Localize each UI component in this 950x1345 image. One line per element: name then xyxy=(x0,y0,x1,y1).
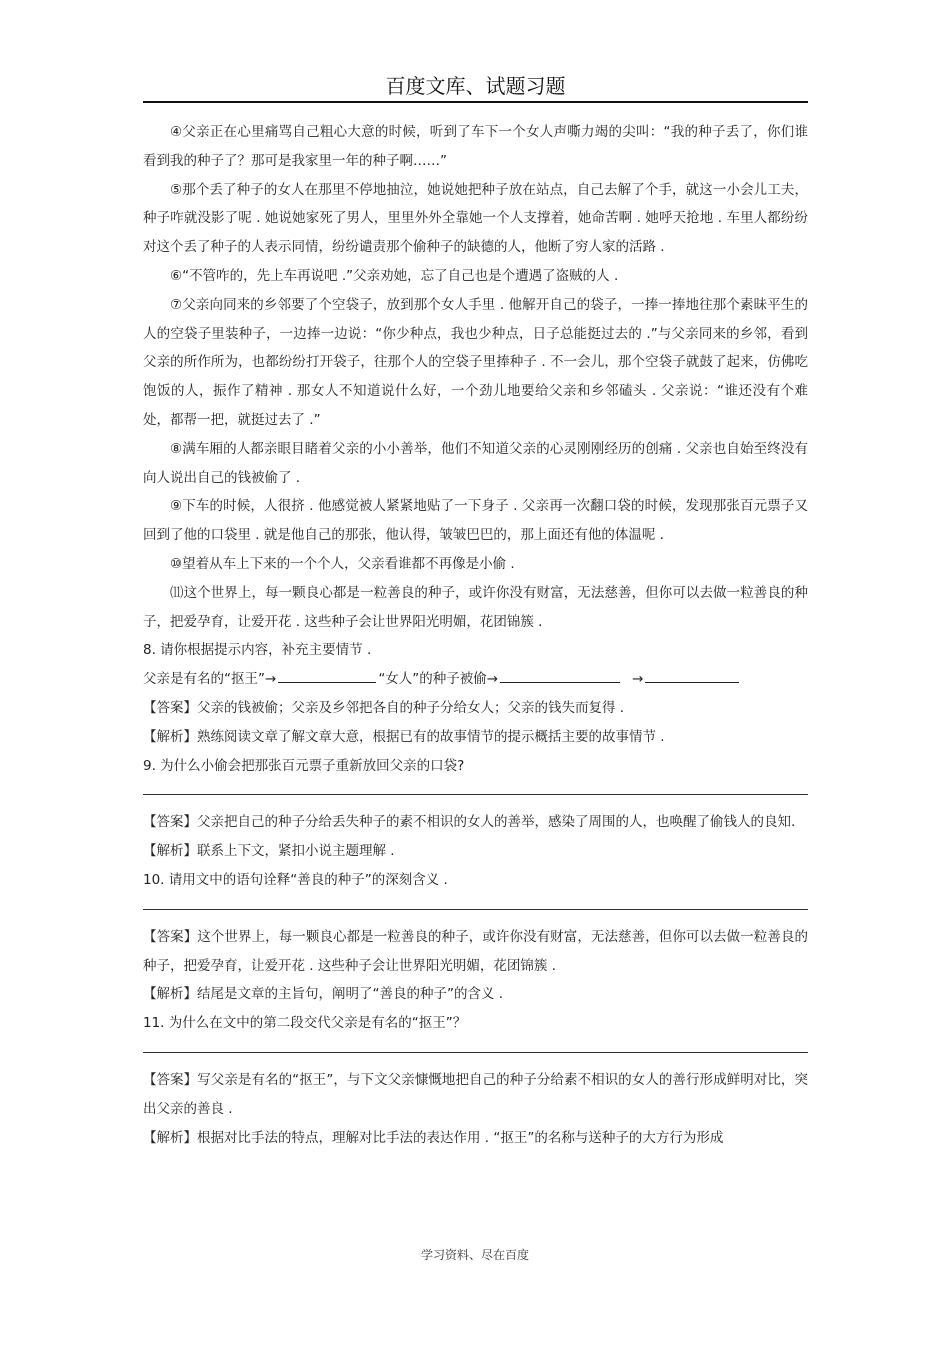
paragraph-10: ⑩望着从车上下来的一个个人，父亲看谁都不再像是小偷 . xyxy=(170,555,515,572)
fill-start-text: 父亲是有名的“抠王”→ xyxy=(143,671,277,688)
analysis-10: 【解析】结尾是文章的主旨句，阐明了“善良的种子”的含义 . xyxy=(143,986,504,1003)
question-8-fill-line xyxy=(143,665,808,694)
analysis-8: 【解析】熟练阅读文章了解文章大意，根据已有的故事情节的提示概括主要的故事情节 . xyxy=(143,728,665,745)
question-10: 10. 请用文中的语句诠释“善良的种子”的深刻含义 . xyxy=(143,871,448,888)
page-footer: 学习资料、尽在百度 xyxy=(420,1248,529,1262)
answer-line-11[interactable] xyxy=(143,1052,808,1053)
page-header-title: 百度文库、试题习题 xyxy=(385,74,566,98)
paragraph-9: ⑨下车的时候，人很挤 . 他感觉被人紧紧地贴了一下身子 . 父亲再一次翻口袋的时候，发现那张百元票子又回到了他的口袋里 . 就是他自己的那张，他认得，皱皱巴巴的，那上面还有他的体温呢 . xyxy=(143,498,808,544)
fill-mid-text: “女人”的种子被偷→ xyxy=(378,671,499,688)
document-body xyxy=(143,118,808,1152)
answer-line-10[interactable] xyxy=(143,909,808,910)
paragraph-4: ④父亲正在心里痛骂自己粗心大意的时候，听到了车下一个女人声嘶力竭的尖叫：“我的种子丢了，你们谁看到我的种子了？那可是我家里一年的种子啊……” xyxy=(143,124,808,169)
paragraph-5: ⑤那个丢了种子的女人在那里不停地抽泣，她说她把种子放在站点，自己去解了个手，就这一小会儿工夫，种子咋就没影了呢 . 她说她家死了男人，里里外外全靠她一个人支撑着，她命苦啊 . 她呼天抢地 . 车里人都纷纷对这个丢了种子的人表示同情，纷纷谴责那个偷种子的缺德的人，他断了穷人家的活路 . xyxy=(143,181,808,256)
answer-8: 【答案】父亲的钱被偷；父亲及乡邻把各自的种子分给女人；父亲的钱失而复得 . xyxy=(143,699,625,716)
paragraph-6: ⑥“不管咋的，先上车再说吧 .”父亲劝她，忘了自己也是个遭遇了盗贼的人 . xyxy=(170,267,619,284)
answer-blank-2[interactable] xyxy=(500,666,620,683)
answer-10: 【答案】这个世界上，每一颗良心都是一粒善良的种子，或许你没有财富，无法慈善，但你可以去做一粒善良的种子，把爱孕育，让爱开花 . 这些种子会让世界阳光明媚，花团锦簇 . xyxy=(143,928,808,974)
answer-blank-1[interactable] xyxy=(278,666,376,683)
question-9: 9. 为什么小偷会把那张百元票子重新放回父亲的口袋? xyxy=(143,757,465,774)
answer-line-9[interactable] xyxy=(143,794,808,795)
answer-11: 【答案】写父亲是有名的“抠王”，与下文父亲慷慨地把自己的种子分给素不相识的女人的善行形成鲜明对比，突出父亲的善良 . xyxy=(143,1071,808,1117)
header-divider xyxy=(143,101,808,103)
analysis-11: 【解析】根据对比手法的特点，理解对比手法的表达作用 . “抠王”的名称与送种子的大方行为形成 xyxy=(143,1129,724,1146)
answer-9: 【答案】父亲把自己的种子分给丢失种子的素不相识的女人的善举，感染了周围的人，也唤醒了偷钱人的良知. xyxy=(143,814,796,831)
analysis-9: 【解析】联系上下文，紧扣小说主题理解 . xyxy=(143,843,395,860)
question-8: 8. 请你根据提示内容，补充主要情节 . xyxy=(143,642,372,659)
answer-blank-3[interactable] xyxy=(645,666,739,683)
paragraph-11: ⑾这个世界上，每一颗良心都是一粒善良的种子，或许你没有财富，无法慈善，但你可以去做一粒善良的种子，把爱孕育，让爱开花 . 这些种子会让世界阳光明媚，花团锦簇 . xyxy=(143,584,808,630)
fill-end-text: → xyxy=(632,671,644,688)
paragraph-8: ⑧满车厢的人都亲眼目睹着父亲的小小善举，他们不知道父亲的心灵刚刚经历的创痛 . 父亲也自始至终没有向人说出自己的钱被偷了 . xyxy=(143,440,808,486)
paragraph-7: ⑦父亲向同来的乡邻要了个空袋子，放到那个女人手里 . 他解开自己的袋子，一捧一捧地往那个素昧平生的人的空袋子里装种子，一边捧一边说：“你少种点，我也少种点，日子总能挺过去的 .”与父亲同来的乡邻，看到父亲的所作所为，也都纷纷打开袋子，往那个人的空袋子里捧种子 . 不一会儿，那个空袋子就鼓了起来，仿佛吃饱饭的人，振作了精神 . 那女人不知道说什么好，一个劲儿地要给父亲和乡邻磕头 . 父亲说：“谁还没有个难处，都帮一把，就挺过去了 .” xyxy=(143,296,808,428)
question-11: 11. 为什么在文中的第二段交代父亲是有名的“抠王”？ xyxy=(143,1015,467,1032)
